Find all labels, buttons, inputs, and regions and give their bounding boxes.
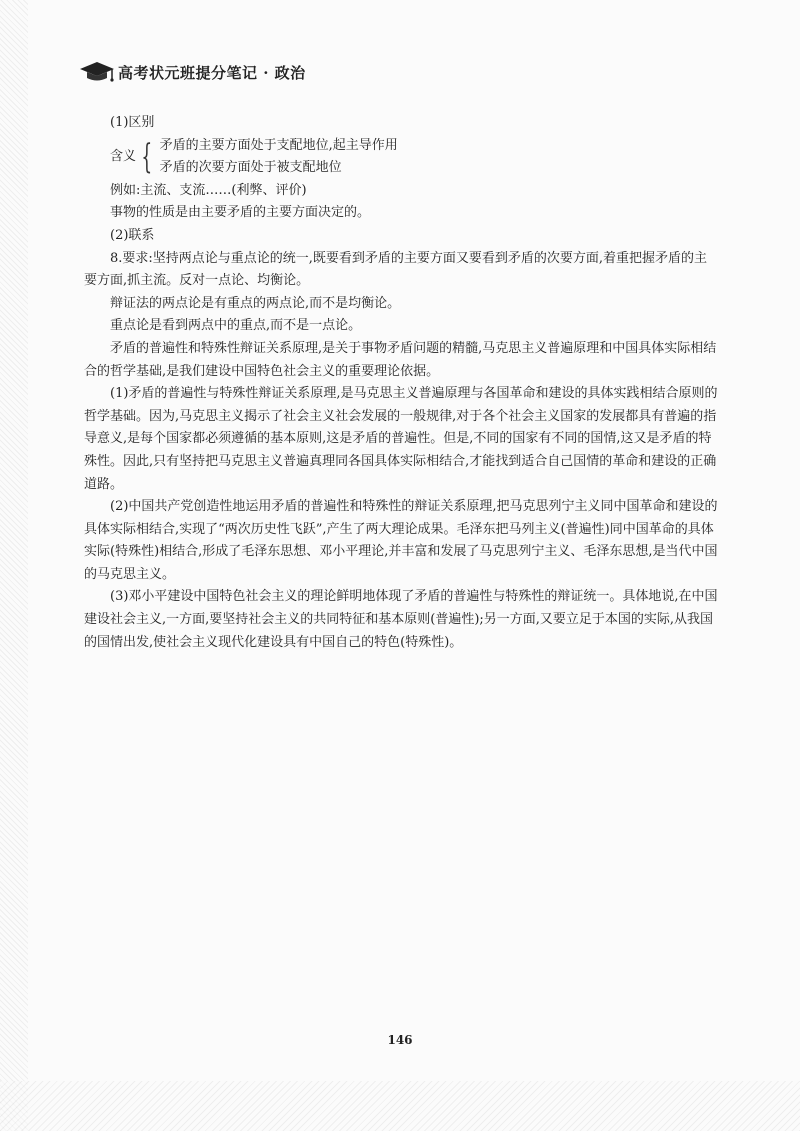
page-number: 146	[387, 1033, 413, 1047]
section-distinction: (1)区别	[110, 115, 155, 130]
paragraph-point-1: (1)矛盾的普遍性与特殊性辩证关系原理,是马克思主义普遍原理与各国革命和建设的具体实践相结合原则的哲学基础。因为,马克思主义揭示了社会主义社会发展的一般规律,对于各个社会主义国家的发展都具有普遍的指导意义,是每个国家都必须遵循的基本原则,这是矛盾的普遍性。但是,不同的国家有不同的国情,这又是矛盾的特殊性。因此,只有坚持把马克思主义普遍真理同各国具体实际相结合,才能找到适合自己国情的革命和建设的正确道路。	[84, 386, 718, 492]
example-line: 例如:主流、支流……(利弊、评价)	[110, 182, 307, 198]
page-content	[84, 112, 720, 654]
nature-line: 事物的性质是由主要矛盾的主要方面决定的。	[110, 205, 371, 221]
meaning-block	[84, 135, 720, 180]
meaning-main: 矛盾的主要方面处于支配地位,起主导作用	[159, 137, 398, 153]
page-header	[78, 60, 306, 84]
paragraph-point-2: (2)中国共产党创造性地运用矛盾的普遍性和特殊性的辩证关系原理,把马克思列宁主义同中国革命和建设的具体实际相结合,实现了“两次历史性飞跃”,产生了两大理论成果。毛泽东把马列主义(普遍性)同中国革命的具体实际(特殊性)相结合,形成了毛泽东思想、邓小平理论,并丰富和发展了马克思列宁主义、毛泽东思想,是当代中国的马克思主义。	[84, 499, 718, 582]
brace-icon: {	[141, 137, 153, 178]
paragraph-requirement: 8.要求:坚持两点论与重点论的统一,既要看到矛盾的主要方面又要看到矛盾的次要方面,着重把握矛盾的主要方面,抓主流。反对一点论、均衡论。	[84, 250, 708, 289]
scan-edge-bottom	[0, 1081, 800, 1131]
graduation-cap-icon	[78, 60, 116, 84]
scan-edge-left	[0, 0, 28, 1131]
paragraph-point-3: (3)邓小平建设中国特色社会主义的理论鲜明地体现了矛盾的普遍性与特殊性的辩证统一。具体地说,在中国建设社会主义,一方面,要坚持社会主义的共同特征和基本原则(普遍性);另一方面,又要立足于本国的实际,从我国的国情出发,使社会主义现代化建设具有中国自己的特色(特殊性)。	[84, 589, 718, 650]
section-connection: (2)联系	[110, 227, 155, 243]
header-title: 高考状元班提分笔记 · 政治	[118, 63, 306, 82]
paragraph-key-point: 重点论是看到两点中的重点,而不是一点论。	[110, 318, 362, 334]
paragraph-principle: 矛盾的普遍性和特殊性辩证关系原理,是关于事物矛盾问题的精髓,马克思主义普遍原理和中国具体实际相结合的哲学基础,是我们建设中国特色社会主义的重要理论依据。	[84, 340, 717, 379]
meaning-secondary: 矛盾的次要方面处于被支配地位	[159, 160, 342, 176]
meaning-label: 含义	[110, 148, 137, 164]
paragraph-two-points: 辩证法的两点论是有重点的两点论,而不是均衡论。	[110, 295, 401, 311]
